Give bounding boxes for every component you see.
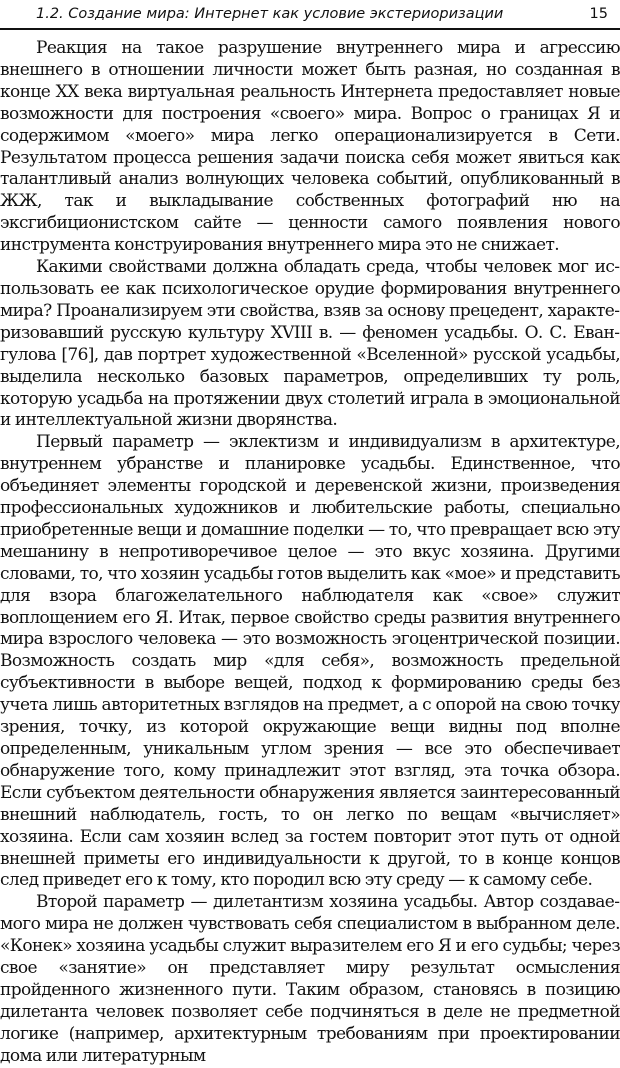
paragraph: Второй параметр — дилетантизм хозяина усадьбы. Автор создаваемого мира не должен чувствовать себя специалистом в выбранном деле. «Конек» хозяина усадьбы служит выразителем его Я и его судьбы; через свое «занятие» он представляет миру результат осмысления пройденного жизненного пути. Таким образом, становясь в позицию дилетанта человек позволяет себе подчиняться в деле не предметной логике (например, архитектурным требованиям при проектировании дома или литературным <box>0 892 620 1066</box>
body-text <box>0 38 620 1068</box>
header-rule <box>0 28 620 30</box>
paragraph: Какими свойствами должна обладать среда, чтобы человек мог использовать ее как психологическое орудие формирования внутреннего мира? Проанализируем эти свойства, взяв за основу прецедент, характеризовавший русскую культуру XVIII в. — феномен усадьбы. О. С. Евангулова [76], дав портрет художественной «Вселенной» русской усадьбы, выделила несколько базовых параметров, определивших ту роль, которую усадьба на протяжении двух столетий играла в эмоциональной и интеллектуальной жизни дворянства. <box>0 257 620 431</box>
running-header <box>0 4 620 30</box>
running-header-title: 1.2. Создание мира: Интернет как условие экстериоризации <box>36 6 504 22</box>
paragraph: Первый параметр — эклектизм и индивидуализм в архитектуре, внутреннем убранстве и планировке усадьбы. Единственное, что объединяет элементы городской и деревенской жизни, произведения профессиональных художников и любительские работы, специально приобретенные вещи и домашние поделки — то, что превращает всю эту мешанину в непротиворечивое целое — это вкус хозяина. Другими словами, то, что хозяин усадьбы готов выделить как «мое» и представить для взора благожелательного наблюдателя как «свое» служит воплощением его Я. Итак, первое свойство среды развития внутреннего мира взрослого человека — это возможность эгоцентрической позиции. Возможность создать мир «для себя», возможность предельной субъективности в выборе вещей, подход к формированию среды без учета лишь авторитетных взглядов на предмет, а с опорой на свою точку зрения, точку, из которой окружающие вещи видны под вполне определенным, уникальным углом зрения — все это обеспечивает обнаружение того, кому принадлежит этот взгляд, эта точка обзора. Если субъектом деятельности обнаружения является заинтересованный внешний наблюдатель, гость, то он легко по вещам «вычисляет» хозяина. Если сам хозяин вслед за гостем повторит этот путь от одной внешней приметы его индивидуальности к другой, то в конце концов след приведет его к тому, кто породил всю эту среду — к самому себе. <box>0 432 620 891</box>
paragraph: Реакция на такое разрушение внутреннего мира и агрессию внешнего в отношении личности может быть разная, но созданная в конце XX века виртуальная реальность Интернета предоставляет новые возможности для построения «своего» мира. Вопрос о границах Я и содержимом «моего» мира легко операционализируется в Сети. Результатом процесса решения задачи поиска себя может явиться как талантливый анализ волнующих человека событий, опубликованный в ЖЖ, так и выкладывание собственных фотографий ню на эксгибиционистском сайте — ценности самого появления нового инструмента конструирования внутреннего мира это не снижает. <box>0 38 620 256</box>
page-number: 15 <box>589 6 608 22</box>
